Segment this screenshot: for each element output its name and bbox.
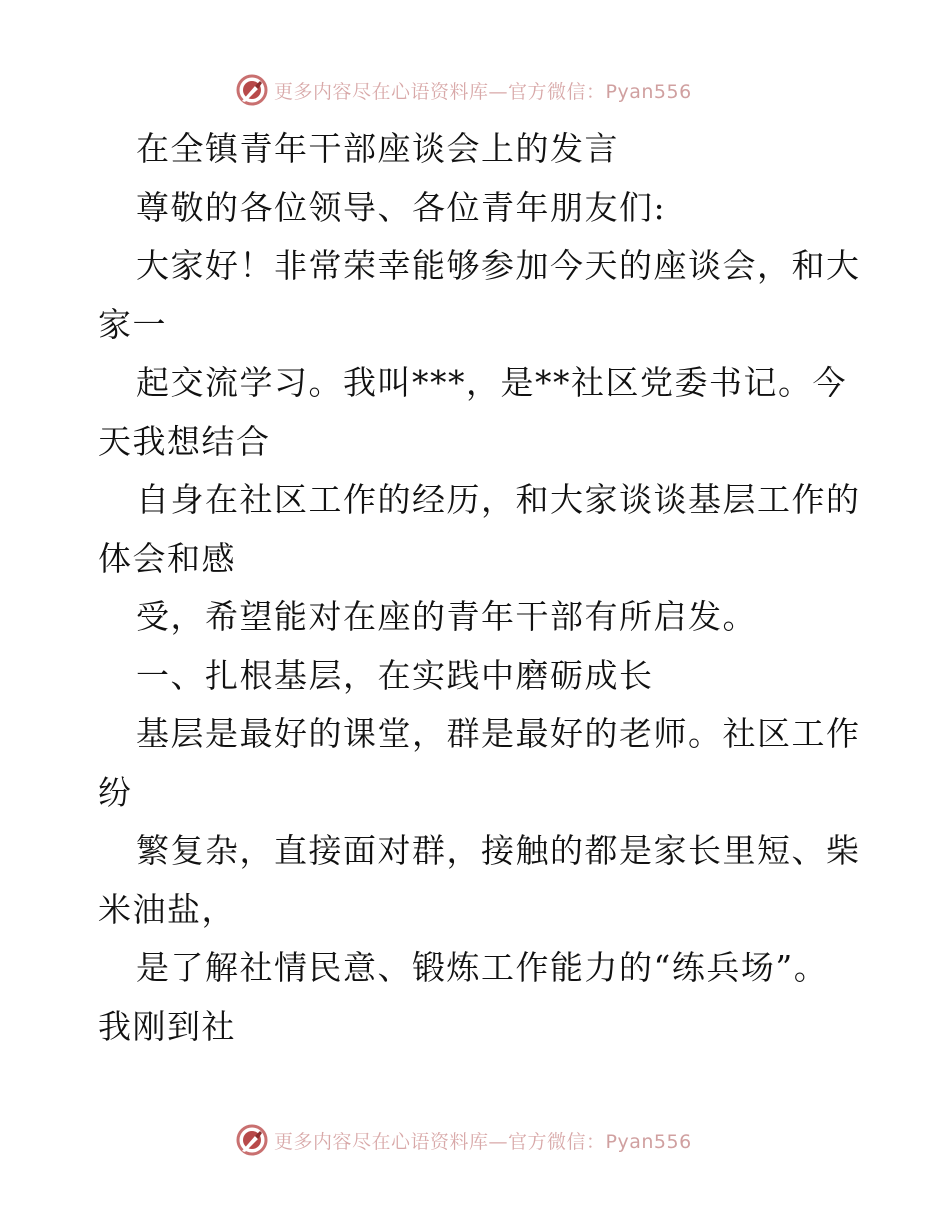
watermark-wechat-id: Pyan556	[605, 80, 692, 103]
text-line: 是了解社情民意、锻炼工作能力的“练兵场”。	[136, 948, 829, 987]
text-line: 起交流学习。我叫***，是**社区党委书记。今	[136, 363, 847, 402]
watermark-header	[236, 73, 692, 107]
watermark-footer	[236, 1123, 692, 1157]
document-body	[98, 120, 861, 1056]
text-line: 繁复杂，直接面对群，接触的都是家长里短、柴	[136, 831, 861, 870]
text-line: 我刚到社	[98, 1006, 236, 1046]
text-line: 一、扎根基层，在实践中磨砺成长	[136, 655, 654, 695]
text-line: 自身在社区工作的经历，和大家谈谈基层工作的	[136, 480, 861, 519]
text-line: 大家好！非常荣幸能够参加今天的座谈会，和大	[136, 246, 861, 285]
watermark-text: 更多内容尽在心语资料库—官方微信：Pyan556	[274, 1130, 692, 1153]
text-line: 在全镇青年干部座谈会上的发言	[136, 129, 619, 168]
watermark-wechat-id: Pyan556	[605, 1130, 692, 1153]
text-line: 受，希望能对在座的青年干部有所启发。	[136, 597, 757, 636]
text-line: 基层是最好的课堂，群是最好的老师。社区工作	[136, 714, 861, 753]
pen-logo-icon	[236, 74, 268, 106]
watermark-text: 更多内容尽在心语资料库—官方微信：Pyan556	[274, 80, 692, 103]
text-line: 尊敬的各位领导、各位青年朋友们:	[136, 187, 667, 227]
text-line: 米油盐，	[98, 889, 236, 929]
text-line: 家一	[98, 304, 167, 344]
text-line: 纷	[98, 772, 133, 812]
text-line: 天我想结合	[98, 421, 271, 461]
pen-logo-icon	[236, 1124, 268, 1156]
text-line: 体会和感	[98, 538, 236, 578]
